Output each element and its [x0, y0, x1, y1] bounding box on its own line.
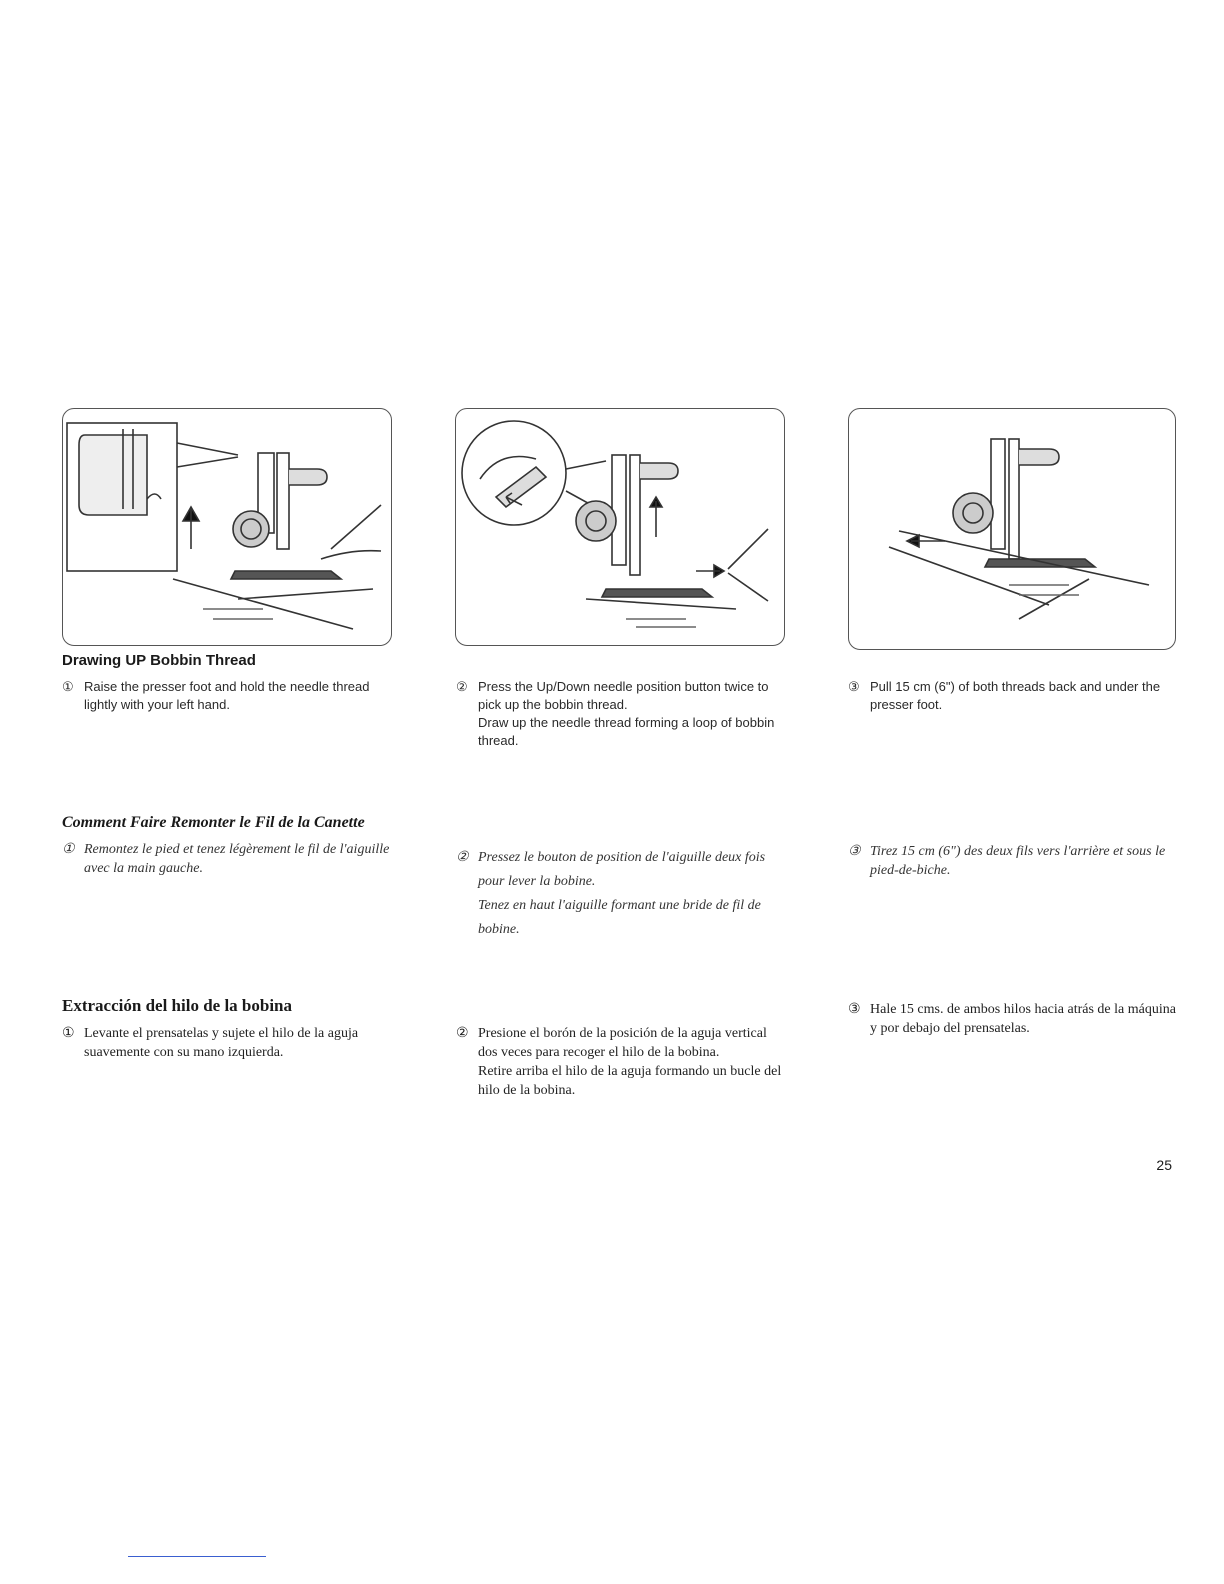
pull-arrow-icon	[696, 565, 724, 577]
english-step-1	[62, 678, 392, 714]
step-text: Draw up the needle thread forming a loop of bobbin thread.	[478, 715, 775, 748]
spanish-title: Extracción del hilo de la bobina	[62, 996, 292, 1015]
page-number: 25	[1156, 1157, 1172, 1173]
spanish-step-3	[848, 1000, 1176, 1038]
illustration-raise-presser-foot	[62, 408, 392, 646]
step-text: Hale 15 cms. de ambos hilos hacia atrás de la máquina y por debajo del prensatelas.	[870, 1002, 1176, 1036]
step-text: Pressez le bouton de position de l'aiguille deux fois pour lever la bobine.	[478, 850, 766, 889]
english-step-3	[848, 678, 1176, 714]
french-step-1	[62, 840, 392, 878]
step-number: ②	[456, 850, 469, 865]
english-step-2	[456, 678, 786, 750]
english-title: Drawing UP Bobbin Thread	[62, 652, 256, 669]
step-text: Press the Up/Down needle position button twice to pick up the bobbin thread.	[478, 679, 769, 712]
step-number: ①	[62, 1026, 75, 1041]
illustration-pull-threads-back	[848, 408, 1176, 650]
spanish-step-2	[456, 1024, 786, 1100]
step-number: ③	[848, 679, 860, 694]
step-number: ③	[848, 1002, 861, 1017]
spanish-step-1	[62, 1024, 392, 1062]
step-number: ①	[62, 842, 75, 857]
step-text: Tirez 15 cm (6") des deux fils vers l'arrière et sous le pied-de-biche.	[870, 844, 1166, 878]
step-text: Pull 15 cm (6") of both threads back and under the presser foot.	[870, 679, 1161, 712]
step-text: Retire arriba el hilo de la aguja formando un bucle del hilo de la bobina.	[478, 1064, 782, 1098]
step-number: ③	[848, 844, 861, 859]
illustration-press-needle-button	[455, 408, 785, 646]
step-text: Levante el prensatelas y sujete el hilo de la aguja suavemente con su mano izquierda.	[84, 1026, 359, 1060]
french-step-3	[848, 842, 1176, 880]
french-step-2	[456, 846, 786, 942]
footer-divider	[128, 1556, 266, 1557]
step-text: Raise the presser foot and hold the needle thread lightly with your left hand.	[84, 679, 370, 712]
step-text: Presione el borón de la posición de la aguja vertical dos veces para recoger el hilo de la bobina.	[478, 1026, 767, 1060]
step-text: Tenez en haut l'aiguille formant une bride de fil de bobine.	[478, 898, 761, 937]
step-number: ①	[62, 679, 74, 694]
up-down-arrow-icon	[650, 497, 662, 537]
step-number: ②	[456, 1026, 469, 1041]
step-number: ②	[456, 679, 468, 694]
arrow-up-icon	[183, 507, 199, 549]
step-text: Remontez le pied et tenez légèrement le fil de l'aiguille avec la main gauche.	[84, 842, 390, 876]
french-title: Comment Faire Remonter le Fil de la Canette	[62, 814, 365, 831]
